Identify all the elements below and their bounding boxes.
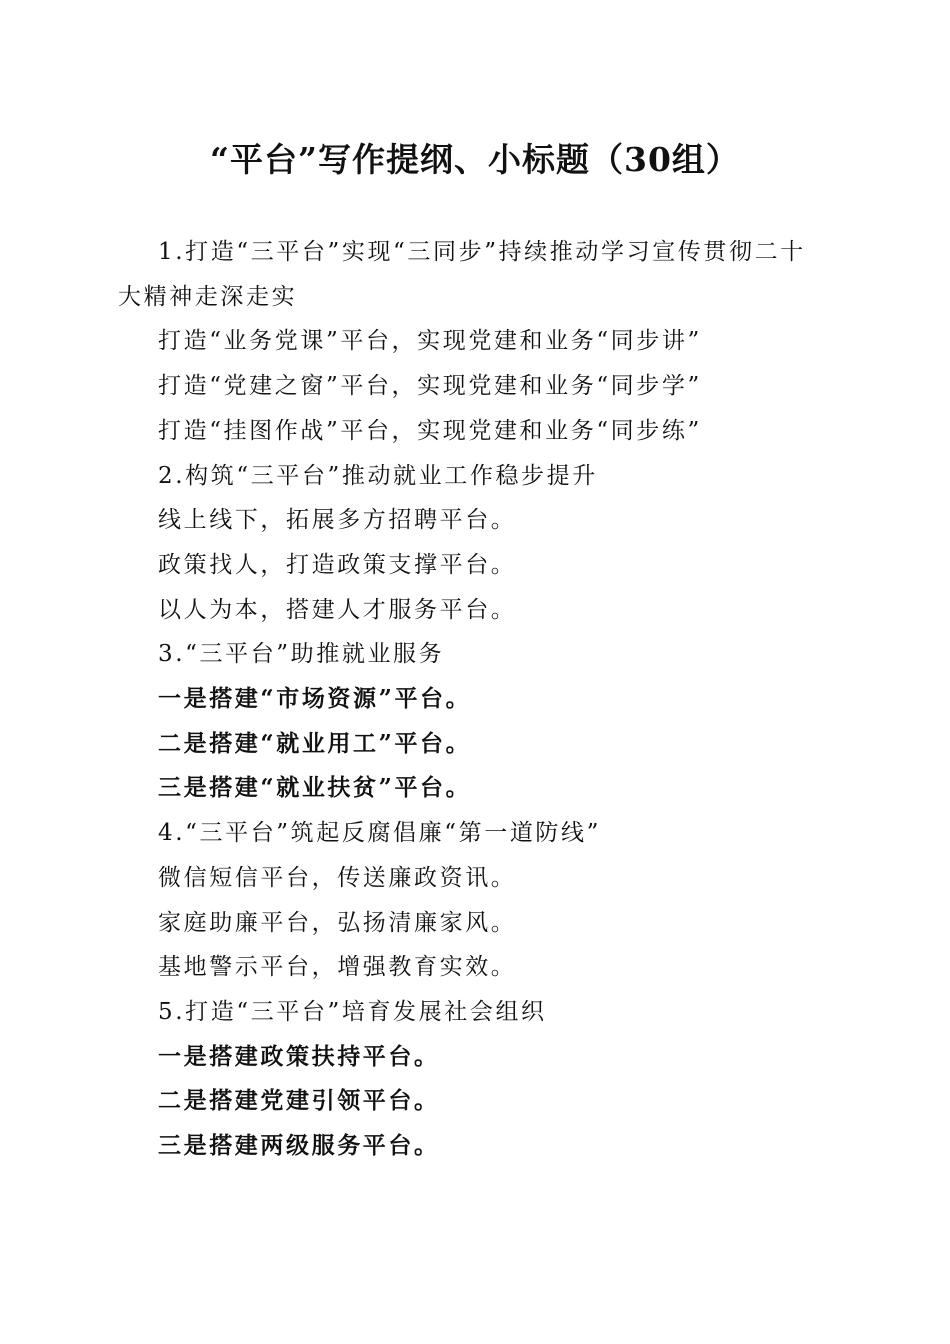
outline-line: 5.打造“三平台”培育发展社会组织 <box>158 998 547 1025</box>
outline-line: 线上线下，拓展多方招聘平台。 <box>158 507 517 534</box>
outline-bold-line: 二是搭建“就业用工”平台。 <box>158 729 472 757</box>
outline-line: 打造“挂图作战”平台，实现党建和业务“同步练” <box>158 417 702 444</box>
outline-line: 打造“党建之窗”平台，实现党建和业务“同步学” <box>158 373 702 400</box>
outline-line: 以人为本，搭建人才服务平台。 <box>158 596 517 623</box>
outline-line: 家庭助廉平台，弘扬清廉家风。 <box>158 909 517 936</box>
outline-line: 政策找人，打造政策支撑平台。 <box>158 551 517 578</box>
document-body <box>118 230 828 1169</box>
outline-line: 2.构筑“三平台”推动就业工作稳步提升 <box>158 462 598 489</box>
outline-line: 4.“三平台”筑起反腐倡廉“第一道防线” <box>158 820 601 847</box>
outline-bold-line: 二是搭建党建引领平台。 <box>158 1087 440 1115</box>
outline-line: 3.“三平台”助推就业服务 <box>158 641 445 668</box>
outline-bold-line: 一是搭建政策扶持平台。 <box>158 1042 440 1070</box>
outline-line: 微信短信平台，传送廉政资讯。 <box>158 864 517 891</box>
outline-bold-line: 三是搭建“就业扶贫”平台。 <box>158 774 472 802</box>
outline-bold-line: 一是搭建“市场资源”平台。 <box>158 685 472 713</box>
outline-bold-line: 三是搭建两级服务平台。 <box>158 1132 440 1160</box>
outline-line: 1.打造“三平台”实现“三同步”持续推动学习宣传贯彻二十大精神走深走实 <box>118 239 806 310</box>
outline-line: 打造“业务党课”平台，实现党建和业务“同步讲” <box>158 328 702 355</box>
document-title: “平台”写作提纲、小标题（30组） <box>210 140 740 179</box>
outline-line: 基地警示平台，增强教育实效。 <box>158 954 517 981</box>
